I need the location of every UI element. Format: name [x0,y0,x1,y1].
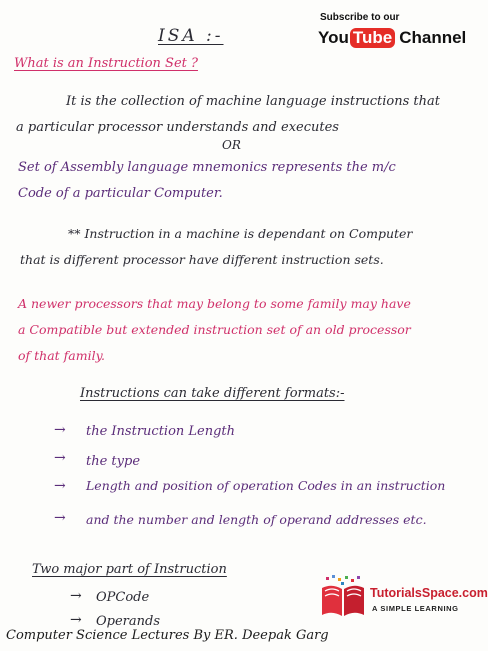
arrow-icon: → [54,478,66,494]
format-bullet-3: Length and position of operation Codes in an instruction [86,478,446,493]
definition-line-1: It is the collection of machine language instructions that [66,94,440,109]
part-operands: Operands [96,614,161,629]
format-bullet-4: and the number and length of operand addresses etc. [86,512,427,527]
youtube-you-text: You [318,28,349,47]
youtube-tube-text: Tube [350,28,395,48]
or-separator: OR [222,138,241,152]
parts-heading: Two major part of Instruction [32,562,227,577]
note-dependency-line-1: ** Instruction in a machine is dependant on Computer [68,226,413,241]
youtube-channel-text: Channel [399,28,467,47]
arrow-icon: → [70,612,82,628]
page-title: ISA :- [158,26,224,46]
note-family-line-2: a Compatible but extended instruction set of an old processor [18,322,411,337]
youtube-subscribe-text: Subscribe to our [320,12,400,23]
part-opcode: OPCode [96,590,150,605]
alternate-definition-line-2: Code of a particular Computer. [18,186,223,201]
note-dependency-line-2: that is different processor have different instruction sets. [20,252,384,267]
arrow-icon: → [54,510,66,526]
logo-name: TutorialsSpace.com [370,586,488,600]
note-family-line-1: A newer processors that may belong to some family may have [18,296,411,311]
arrow-icon: → [70,588,82,604]
format-bullet-2: the type [86,454,141,469]
alternate-definition-line-1: Set of Assembly language mnemonics represents the m/c [18,160,396,175]
book-icon [318,574,368,624]
arrow-icon: → [54,450,66,466]
note-family-line-3: of that family. [18,348,105,363]
footer-credit: Computer Science Lectures By ER. Deepak Garg [6,628,329,643]
formats-heading: Instructions can take different formats:- [80,386,345,401]
question-heading: What is an Instruction Set ? [14,56,198,71]
tutorialsspace-logo[interactable] [318,572,488,634]
definition-line-2: a particular processor understands and executes [16,120,339,135]
logo-tagline: A SIMPLE LEARNING [372,604,459,613]
youtube-channel-badge[interactable] [318,26,466,50]
format-bullet-1: the Instruction Length [86,424,236,439]
arrow-icon: → [54,422,66,438]
